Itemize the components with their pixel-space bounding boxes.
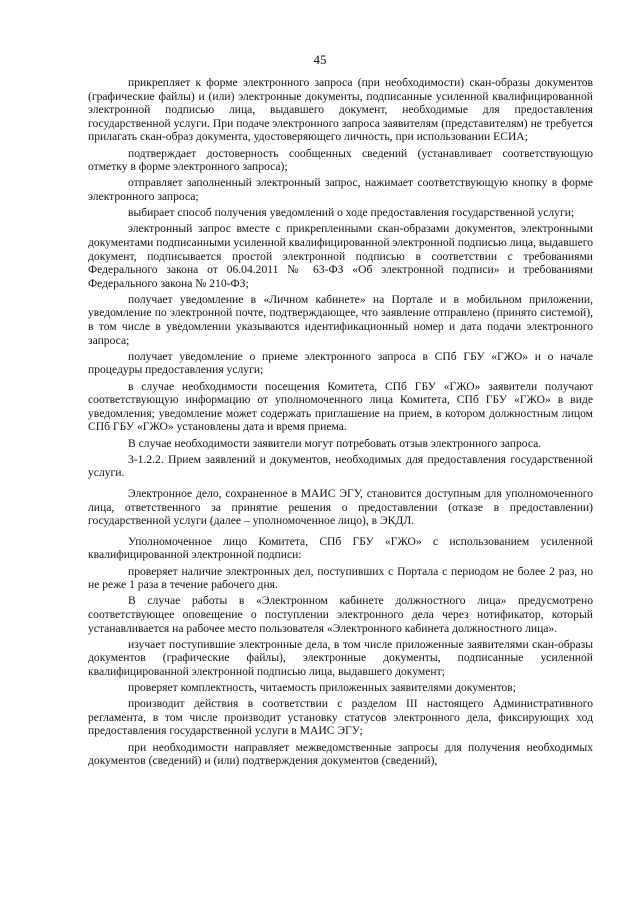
paragraph: отправляет заполненный электронный запрос, нажимает соответствующую кнопку в форме электронного запроса;	[88, 176, 593, 203]
paragraph: электронный запрос вместе с прикрепленными скан-образами документов, электронными документами подписанными усиленной квалифицированной электронной подписью лица, выдавшего документ, подписывается простой электронной подписью в соответствии с требованиями Федерального закона от 06.04.2011 № 63-ФЗ «Об электронной подписи» и требованиями Федерального закона № 210-ФЗ;	[88, 222, 593, 290]
paragraph: проверяет комплектность, читаемость приложенных заявителями документов;	[128, 681, 516, 695]
paragraph: подтверждает достоверность сообщенных сведений (устанавливает соответствующую отметку в форме электронного запроса);	[88, 146, 593, 174]
document-body	[88, 76, 593, 770]
paragraph: получает уведомление в «Личном кабинете» на Портале и в мобильном приложении, уведомление по электронной почте, подтверждающее, что заявление отправлено (принято системой), в том числе в уведомлении указываются идентификационный номер и дата подачи электронного запроса;	[88, 292, 593, 347]
paragraph: производит действия в соответствии с разделом III настоящего Административного регламента, в том числе производит установку статусов электронного дела, фиксирующих ход предоставления государственной услуги в МАИС ЭГУ;	[88, 697, 593, 738]
paragraph: Уполномоченное лицо Комитета, СПб ГБУ «ГЖО» с использованием усиленной квалифицированной электронной подписи:	[88, 534, 593, 562]
page-number: 45	[313, 52, 327, 67]
paragraph: в случае необходимости посещения Комитета, СПб ГБУ «ГЖО» заявители получают соответствующую информацию от уполномоченного лица Комитета, СПб ГБУ «ГЖО» в виде уведомления; уведомление может содержать приглашение на прием, в котором должностным лицом СПб ГБУ «ГЖО» установлены дата и время приема.	[88, 379, 593, 434]
paragraph: Электронное дело, сохраненное в МАИС ЭГУ, становится доступным для уполномоченного лица, ответственного за принятие решения о предоставлении (отказе в предоставлении) государственной услуги (далее – уполномоченное лицо), в ЭКДЛ.	[88, 486, 593, 528]
paragraph: прикрепляет к форме электронного запроса (при необходимости) скан-образы документов (графические файлы) и (или) электронные документы, подписанные усиленной квалифицированной электронной подписью лица, выдавшего документ, необходимые для предоставления государственной услуги. При подаче электронного запроса заявителям (представителям) не требуется прилагать скан-образ документа, удостоверяющего личность, при использовании ЕСИА;	[88, 76, 593, 144]
paragraph: получает уведомление о приеме электронного запроса в СПб ГБУ «ГЖО» и о начале процедуры предоставления услуги;	[88, 349, 593, 377]
paragraph: проверяет наличие электронных дел, поступивших с Портала с периодом не более 2 раз, но не реже 1 раза в течение рабочего дня.	[88, 564, 593, 592]
section-heading: 3-1.2.2. Прием заявлений и документов, необходимых для предоставления государственной услуги.	[88, 452, 593, 480]
paragraph: выбирает способ получения уведомлений о ходе предоставления государственной услуги;	[128, 206, 575, 220]
paragraph: при необходимости направляет межведомственные запросы для получения необходимых документов (сведений) и (или) подтверждения документов (сведений),	[88, 740, 593, 768]
paragraph: В случае необходимости заявители могут потребовать отзыв электронного запроса.	[128, 436, 542, 450]
paragraph: В случае работы в «Электронном кабинете должностного лица» предусмотрено соответствующее оповещение о поступлении электронного дела через нотификатор, который устанавливается на рабочее место пользователя «Электронного кабинета должностного лица».	[88, 594, 593, 635]
paragraph: изучает поступившие электронные дела, в том числе приложенные заявителями скан-образы документов (графические файлы), электронные документы, подписанные усиленной квалифицированной электронной подписью лица, выдавшего документ;	[88, 637, 593, 678]
